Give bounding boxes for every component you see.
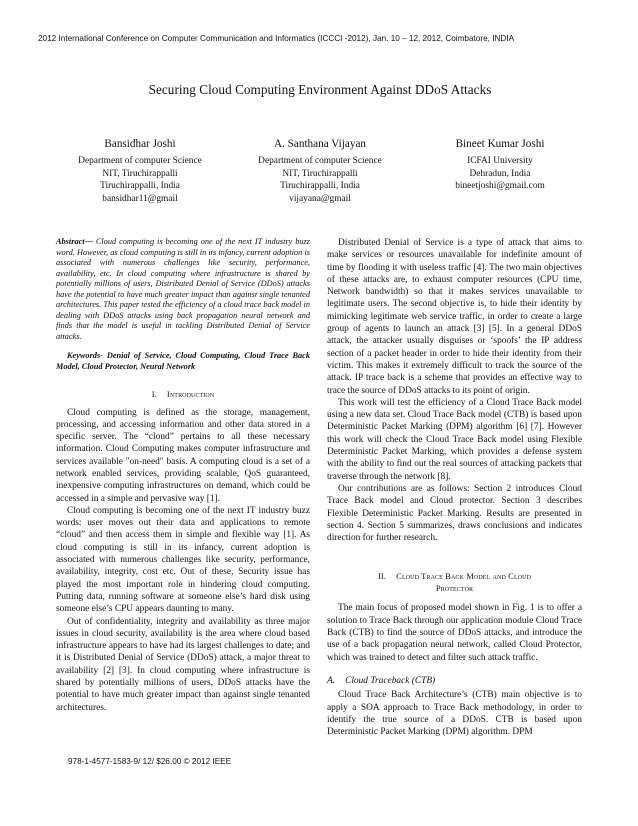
author-affiliation: NIT, Tiruchirappalli [282, 168, 358, 179]
author-affiliation: ICFAI University [467, 156, 533, 166]
paper-title: Securing Cloud Computing Environment Against DDoS Attacks [148, 82, 492, 97]
author-email: bineetjoshi@gmail.com [455, 181, 545, 191]
ddos-paragraph: Distributed Denial of Service is a type of attack that aims to make services or resources unavailable for indefinite amount of time by flooding it with useless traffic [4]. The two main objectives of these attacks are, to exhaust computer resources (CPU time, Network bandwidth) so that it makes services unavailable to legitimate users. The second objective is, to hide their identity by mimicking legitimate web service traffic, in order to create a large group of agents to launch an attack [3] [5]. In a general DDoS attack, the attacker usually disguises or ‘spoofs’ the IP address section of a packet header in order to hide their identity from their victim. This makes it extremely difficult to track the source of the attack. IP trace back is a scheme that provides an effective way to trace the source of DDoS attacks to its point of origin. [327, 238, 582, 396]
copyright-notice: 978-1-4577-1583-9/ 12/ $26.00 © 2012 IEEE [68, 757, 232, 766]
abstract [56, 237, 310, 342]
subsection-label: A. [327, 675, 336, 686]
intro-paragraph-1: Cloud computing is defined as the storage, management, processing, and accessing information and other data stored in a specific server. The “cloud” pertains to all these necessary information. Cloud Computing makes computer infrastructure and services available "on-need" basis. A computing cloud is a set of a network enabled services, providing scalable, QoS guaranteed, inexpensive computing infrastructures on demand, which could be accessed in a simple and pervasive way [1]. [56, 407, 310, 504]
intro-paragraph-2: Cloud computing is becoming one of the next IT industry buzz words: user moves out their data and applications to remote “cloud” and then access them in simple and flexible way [1]. As cloud computing is still in its infancy, current adoption is associated with numerous challenges like security, performance, availability, integrity, cost etc. Out of these, Security issue has played the most important role in hindering cloud computing. Putting data, running software at someone else’s hard disk using someone else’s CPU appears daunting to many. [56, 505, 310, 615]
author-name: Bineet Kumar Joshi [455, 138, 545, 150]
keywords: Keywords- Denial of Service, Cloud Computing, Cloud Trace Back Model, Cloud Protector, Neural Network [56, 351, 310, 371]
author-name: A. Santhana Vijayan [273, 138, 367, 150]
left-column [56, 237, 310, 714]
section-number: II. [377, 571, 387, 582]
author-block [50, 138, 590, 205]
author-affiliation: Dehradun, India [469, 168, 531, 179]
author-name: Bansidhar Joshi [104, 138, 176, 150]
author-affiliation: Department of computer Science [78, 156, 202, 166]
right-column [327, 237, 582, 738]
author-email: bansidhar11@gmail [102, 193, 178, 204]
intro-paragraph-3: Out of confidentiality, integrity and availability as three major issues in cloud security, availability is the area where cloud based infrastructure appears to have had its largest challenges to date; and it is Distributed Denial of Service (DDoS) attack, a major threat to availability [2] [3]. In cloud computing where infrastructure is shared by potentially millions of users, DDoS attacks have the potential to have much greater impact than against single tenanted architectures. [56, 616, 310, 713]
section-title-line-2: Protector [435, 583, 474, 594]
section-number: I. [151, 389, 157, 399]
conference-header: 2012 International Conference on Computer Communication and Informatics (ICCCI -2012), Jan. 10 – 12, 2012, Coimbatore, INDIA [38, 34, 515, 43]
contributions-paragraph: Our contributions are as follows: Section 2 introduces Cloud Trace Back model and Cloud protector. Section 3 describes Flexible Deterministic Packet Marking. Results are presented in section 4. Section 5 summarizes, draws conclusions and indicates direction for further research. [327, 483, 582, 544]
author-affiliation: Department of computer Science [258, 156, 382, 166]
section-heading-ctb [327, 570, 582, 594]
abstract-text: Cloud computing is becoming one of the next IT industry buzz word. However, as cloud computing is still in its infancy, current adoption is associated with numerous challenges like security, performance, availability, etc. In cloud computing where infrastructure is shared by potentially millions of users, Distributed Denial of Service (DDoS) attacks have the potential to have much greater impact than against single tenanted architectures. This paper tested the efficiency of a cloud trace back model in dealing with DDoS attacks using back propagation neural network and finds that the model is useful in tackling Distributed Denial of Service attacks. [56, 237, 310, 341]
subsection-heading-ctb [327, 675, 582, 687]
section-title: Introduction [166, 389, 215, 399]
section2-paragraph: The main focus of proposed model shown in Fig. 1 is to offer a solution to Trace Back through our application module Cloud Trace Back (CTB) to find the source of DDoS attacks, and introduce the use of a back propagation neural network, called Cloud Protector, which was trained to detect and filter such attack traffic. [327, 603, 582, 663]
author-affiliation: NIT, Tiruchirappalli [102, 168, 178, 179]
author-3 [410, 138, 590, 205]
author-affiliation: Tiruchirappalli, India [100, 181, 180, 191]
section-heading-introduction [56, 389, 310, 401]
author-affiliation: Tiruchirappalli, India [280, 181, 360, 191]
author-2 [230, 138, 410, 205]
subsection-title: Cloud Traceback (CTB) [345, 675, 436, 686]
abstract-label: Abstract— [56, 237, 93, 246]
work-paragraph: This work will test the efficiency of a Cloud Trace Back model using a new data set. Cloud Trace Back model (CTB) is based upon Deterministic Packet Marking (DPM) algorithm [6] [7]. However this work will check the Cloud Trace Back model using Flexible Deterministic Packet Marking, which provides a defense system with the ability to find out the real sources of attacking packets that traverse through the network [8]. [327, 397, 582, 482]
subsection-paragraph: Cloud Trace Back Architecture’s (CTB) main objective is to apply a SOA approach to Trace Back methodology, in order to identify the true source of a DDoS. CTB is based upon Deterministic Packet Marking (DPM) algorithm. DPM [327, 690, 582, 738]
author-1 [50, 138, 230, 205]
section-title-line-1: Cloud Trace Back Model and Cloud [396, 571, 532, 582]
author-email: vijayana@gmail [289, 193, 351, 204]
